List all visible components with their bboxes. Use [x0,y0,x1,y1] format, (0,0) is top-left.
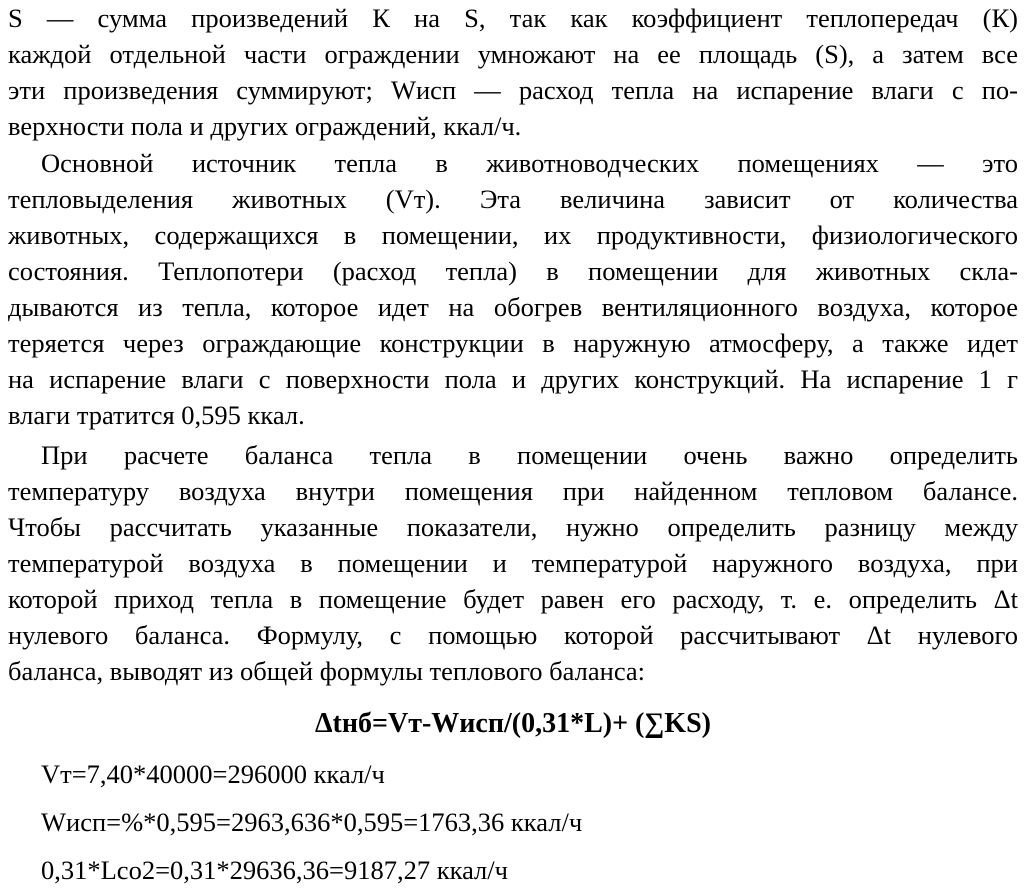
paragraph-2-line-8: влаги тратится 0,595 ккал. [8,400,305,430]
paragraph-2-line-7: на испарение влаги с поверхности пола и других конструкций. На испарение 1 г [8,364,1018,394]
paragraph-1-line-4: верхности пола и других ограждений, ккал/ч. [8,111,522,141]
paragraph-1-line-2: каждой отдельной части ограждении умножают на ее площадь (S), а затем все [8,39,1018,69]
paragraph-3-line-5: которой приход тепла в помещение будет равен его расходу, т. е. определить Δt [8,584,1018,614]
paragraph-3-line-4: температурой воздуха в помещении и температурой наружного воздуха, при [8,548,1018,578]
paragraph-3-line-1: При расчете баланса тепла в помещении очень важно определить [41,440,1018,470]
paragraph-3-line-2: температуру воздуха внутри помещения при найденном тепловом балансе. [8,476,1018,506]
paragraph-2-line-2: тепловыделения животных (Vт). Эта величина зависит от количества [8,184,1018,214]
paragraph-2-line-4: состояния. Теплопотери (расход тепла) в помещении для животных скла- [8,256,1018,286]
paragraph-2-line-6: теряется через ограждающие конструкции в наружную атмосферу, а также идет [8,328,1018,358]
paragraph-2-line-3: животных, содержащихся в помещении, их продуктивности, физиологического [8,220,1018,250]
balance-formula: Δtнб=Vт-Wисп/(0,31*L)+ (∑KS) [315,708,711,739]
calculation-line-3: 0,31*Lco2=0,31*29636,36=9187,27 ккал/ч [41,855,508,885]
paragraph-3-line-6: нулевого баланса. Формулу, с помощью которой рассчитывают Δt нулевого [8,620,1018,650]
paragraph-3-line-7: баланса, выводят из общей формулы теплового баланса: [8,656,646,686]
paragraph-1-line-1: S — сумма произведений К на S, так как коэффициент теплопередач (К) [8,3,1018,33]
paragraph-1-line-3: эти произведения суммируют; Wисп — расход тепла на испарение влаги с по- [8,75,1018,105]
paragraph-3-line-3: Чтобы рассчитать указанные показатели, нужно определить разницу между [8,512,1018,542]
paragraph-2-line-5: дываются из тепла, которое идет на обогрев вентиляционного воздуха, которое [8,292,1018,322]
calculation-line-2: Wисп=%*0,595=2963,636*0,595=1763,36 ккал/ч [41,807,583,837]
calculation-line-1: Vт=7,40*40000=296000 ккал/ч [41,759,385,789]
paragraph-2-line-1: Основной источник тепла в животноводческих помещениях — это [41,148,1018,178]
